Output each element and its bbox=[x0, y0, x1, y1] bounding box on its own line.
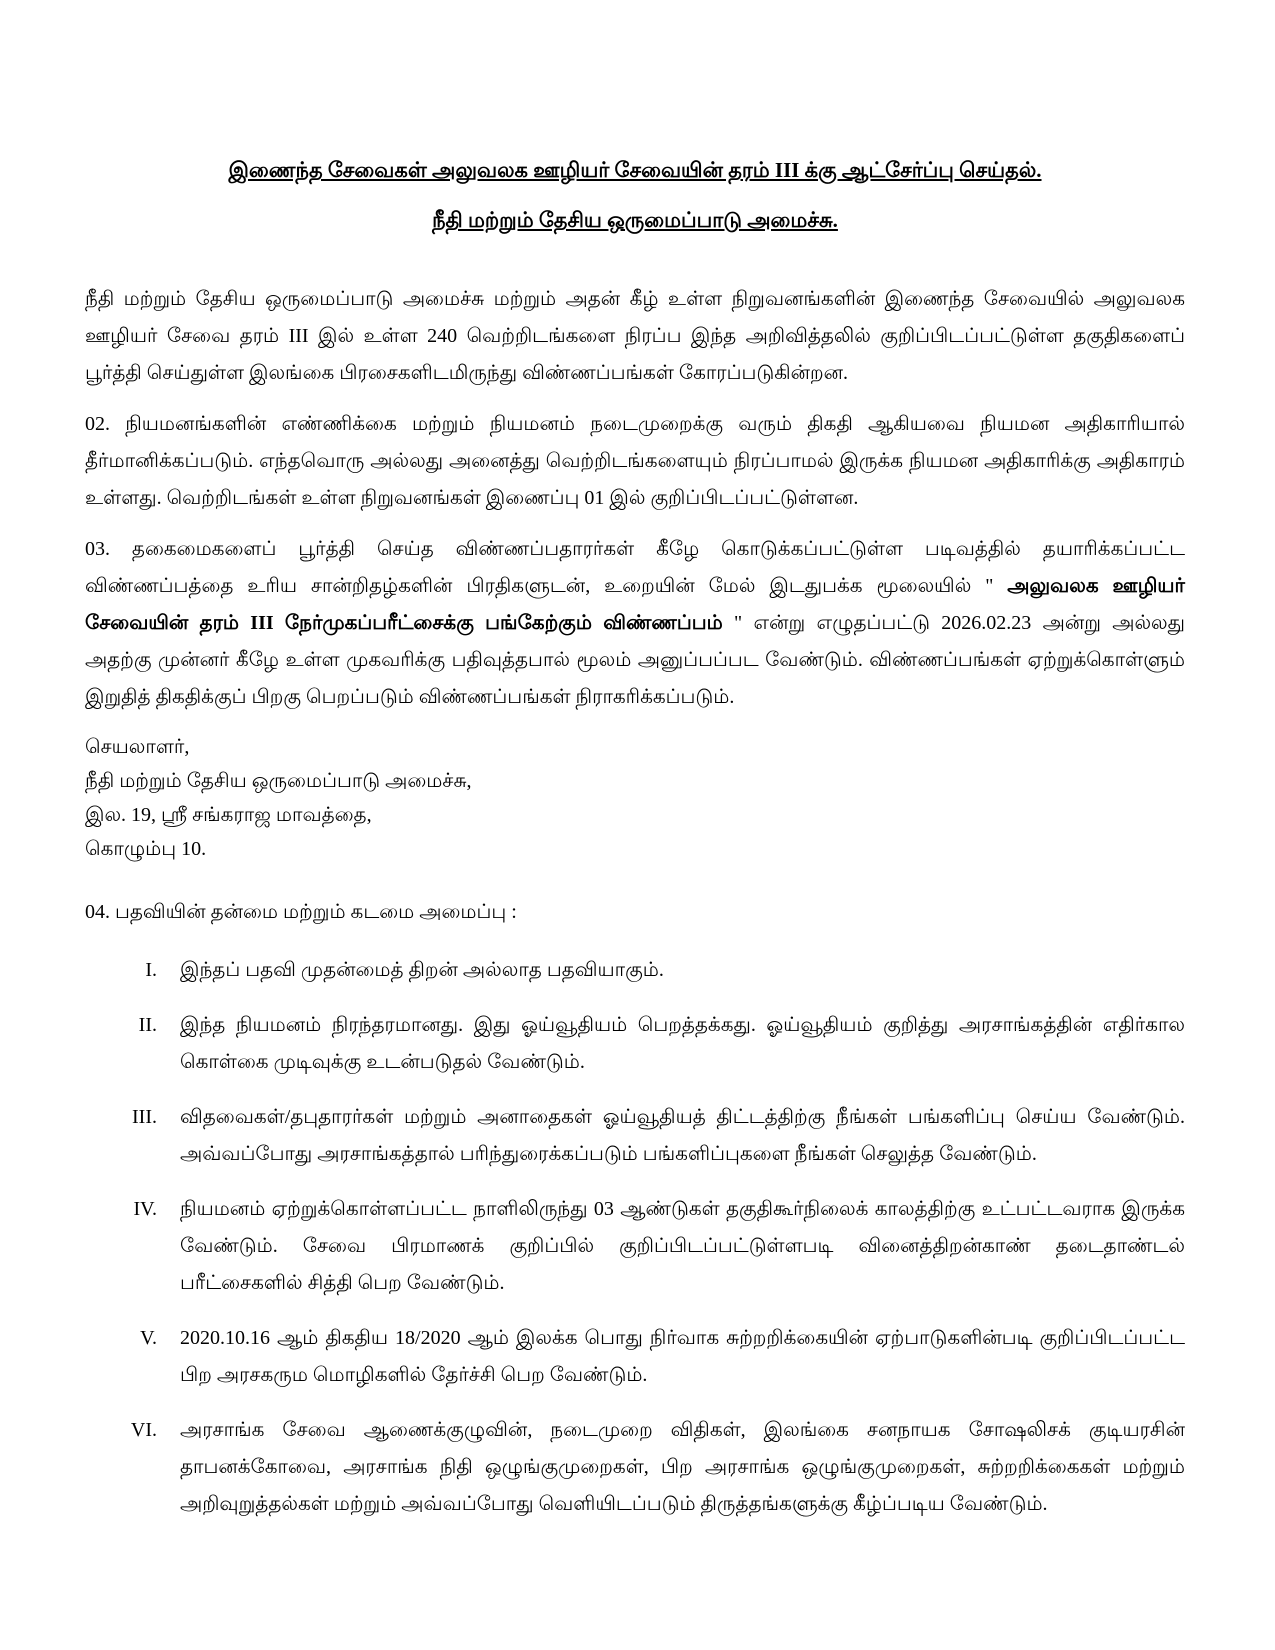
list-item bbox=[85, 1099, 1185, 1173]
paragraph-03-text-before-quote: 03. தகைமைகளைப் பூர்த்தி செய்த விண்ணப்பதாரர்கள் கீழே கொடுக்கப்பட்டுள்ள படிவத்தில் தயாரிக்கப்பட்ட விண்ணப்பத்தை உரிய சான்றிதழ்களின் பிரதிகளுடன், உறையின் மேல் இடதுபக்க மூலையில் " bbox=[85, 538, 1185, 597]
list-item-text: விதவைகள்/தபுதாரர்கள் மற்றும் அனாதைகள் ஓய்வூதியத் திட்டத்திற்கு நீங்கள் பங்களிப்பு செய்ய வேண்டும். அவ்வப்போது அரசாங்கத்தால் பரிந்துரைக்கப்படும் பங்களிப்புகளை நீங்கள் செலுத்த வேண்டும். bbox=[180, 1106, 1185, 1165]
address-line-city: கொழும்பு 10. bbox=[85, 838, 207, 860]
list-item-text: 2020.10.16 ஆம் திகதிய 18/2020 ஆம் இலக்க பொது நிர்வாக சுற்றறிக்கையின் ஏற்பாடுகளின்படி குறிப்பிடப்பட்ட பிற அரசகரும மொழிகளில் தேர்ச்சி பெற வேண்டும். bbox=[180, 1327, 1185, 1386]
list-item-text: அரசாங்க சேவை ஆணைக்குழுவின், நடைமுறை விதிகள், இலங்கை சனநாயக சோஷலிசக் குடியரசின் தாபனக்கோவை, அரசாங்க நிதி ஒழுங்குமுறைகள், பிற அரசாங்க ஒழுங்குமுறைகள், சுற்றறிக்கைகள் மற்றும் அறிவுறுத்தல்கள் மற்றும் அவ்வப்போது வெளியிடப்படும் திருத்தங்களுக்கு கீழ்ப்படிய வேண்டும். bbox=[180, 1419, 1185, 1515]
list-item-text: நியமனம் ஏற்றுக்கொள்ளப்பட்ட நாளிலிருந்து 03 ஆண்டுகள் தகுதிகூர்நிலைக் காலத்திற்கு உட்பட்டவராக இருக்க வேண்டும். சேவை பிரமாணக் குறிப்பில் குறிப்பிடப்பட்டுள்ளபடி வினைத்திறன்காண் தடைதாண்டல் பரீட்சைகளில் சித்தி பெற வேண்டும். bbox=[180, 1198, 1185, 1294]
address-line-secretary: செயலாளர், bbox=[85, 736, 190, 758]
list-item bbox=[85, 1191, 1185, 1302]
paragraph-03-bold-application-label: அலுவலக ஊழியர் சேவையின் தரம் III நேர்முகப்பரீட்சைக்கு பங்கேற்கும் விண்ணப்பம் bbox=[85, 575, 1185, 634]
paragraph-03-text-after-quote: " என்று எழுதப்பட்டு 2026.02.23 அன்று அல்லது அதற்கு முன்னர் கீழே உள்ள முகவரிக்கு பதிவுத்தபால் மூலம் அனுப்பப்பட வேண்டும். விண்ணப்பங்கள் ஏற்றுக்கொள்ளும் இறுதித் திகதிக்குப் பிறகு பெறப்படும் விண்ணப்பங்கள் நிராகரிக்கப்படும். bbox=[85, 612, 1186, 708]
list-item bbox=[85, 1320, 1185, 1394]
duty-conditions-list bbox=[85, 952, 1185, 1523]
list-item-marker: III. bbox=[132, 1106, 157, 1128]
document-subtitle: நீதி மற்றும் தேசிய ஒருமைப்பாடு அமைச்சு. bbox=[432, 208, 838, 232]
address-line-ministry: நீதி மற்றும் தேசிய ஒருமைப்பாடு அமைச்சு, bbox=[85, 770, 472, 792]
list-item bbox=[85, 1007, 1185, 1081]
section-04-heading: 04. பதவியின் தன்மை மற்றும் கடமை அமைப்பு : bbox=[85, 901, 517, 923]
paragraph-intro: நீதி மற்றும் தேசிய ஒருமைப்பாடு அமைச்சு மற்றும் அதன் கீழ் உள்ள நிறுவனங்களின் இணைந்த சேவையில் அலுவலக ஊழியர் சேவை தரம் III இல் உள்ள 240 வெற்றிடங்களை நிரப்ப இந்த அறிவித்தலில் குறிப்பிடப்பட்டுள்ள தகுதிகளைப் பூர்த்தி செய்துள்ள இலங்கை பிரசைகளிடமிருந்து விண்ணப்பங்கள் கோரப்படுகின்றன. bbox=[85, 288, 1185, 384]
list-item-text: இந்த நியமனம் நிரந்தரமானது. இது ஓய்வூதியம் பெறத்தக்கது. ஓய்வூதியம் குறித்து அரசாங்கத்தின் எதிர்கால கொள்கை முடிவுக்கு உடன்படுதல் வேண்டும். bbox=[180, 1014, 1186, 1073]
paragraph-03 bbox=[85, 531, 1185, 716]
list-item-marker: VI. bbox=[130, 1419, 157, 1441]
list-item-marker: V. bbox=[140, 1327, 157, 1349]
list-item bbox=[85, 1412, 1185, 1523]
list-item-marker: II. bbox=[138, 1014, 157, 1036]
document-title: இணைந்த சேவைகள் அலுவலக ஊழியர் சேவையின் தரம் III க்கு ஆட்சேர்ப்பு செய்தல். bbox=[228, 158, 1042, 182]
paragraph-02: 02. நியமனங்களின் எண்ணிக்கை மற்றும் நியமனம் நடைமுறைக்கு வரும் திகதி ஆகியவை நியமன அதிகாரியால் தீர்மானிக்கப்படும். எந்தவொரு அல்லது அனைத்து வெற்றிடங்களையும் நிரப்பாமல் இருக்க நியமன அதிகாரிக்கு அதிகாரம் உள்ளது. வெற்றிடங்கள் உள்ள நிறுவனங்கள் இணைப்பு 01 இல் குறிப்பிடப்பட்டுள்ளன. bbox=[85, 413, 1185, 509]
list-item-marker: I. bbox=[145, 959, 157, 981]
postal-address-block bbox=[85, 730, 1185, 866]
list-item-marker: IV. bbox=[133, 1198, 157, 1220]
address-line-street: இல. 19, ஸ்ரீ சங்கராஜ மாவத்தை, bbox=[85, 804, 372, 826]
list-item bbox=[85, 952, 1185, 989]
list-item-text: இந்தப் பதவி முதன்மைத் திறன் அல்லாத பதவியாகும். bbox=[180, 959, 664, 981]
